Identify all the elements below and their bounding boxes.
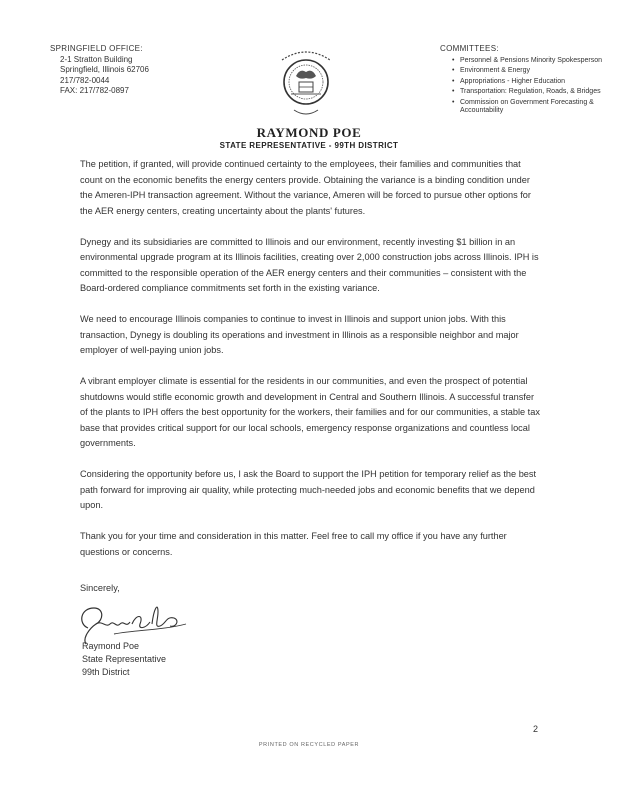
committees-list: [440, 57, 610, 116]
footer-note: PRINTED ON RECYCLED PAPER: [258, 742, 360, 748]
office-line: 217/782-0044: [60, 75, 110, 85]
page-number: 2: [533, 724, 539, 734]
body-paragraph: We need to encourage Illinois companies to continue to invest in Illinois and support union jobs. With this transaction, Dynegy is doubling its operations and investment in Illinois as a responsible neighbor and major employer of well-paying union jobs.: [80, 314, 519, 355]
signer-district: 99th District: [82, 667, 130, 677]
committee-item: • Personnel & Pensions Minority Spokesperson: [452, 57, 610, 66]
body-paragraph: Thank you for your time and consideration in this matter. Feel free to call my office if you have any further questions or concerns.: [80, 531, 507, 557]
body-paragraph: The petition, if granted, will provide continued certainty to the employees, their families and communities that count on the economic benefits the energy centers provide. Obtaining the variance is a binding condition under the Ameren-IPH transaction agreement. Without the variance, Ameren will be forced to pursue other options for the AER energy centers, creating uncertainty about the plants' futures.: [80, 159, 531, 216]
signer-name: Raymond Poe: [82, 641, 140, 651]
body-paragraph: Dynegy and its subsidiaries are committed to Illinois and our environment, recently investing $1 billion in an environmental upgrade program at its Illinois facilities, creating over 2,000 construction jobs across Illinois. IPH is committed to the responsible operation of the AER energy centers and their communities – consistent with the Board-ordered compliance commitments set forth in the existing variance.: [80, 236, 539, 293]
committee-item: • Environment & Energy: [452, 67, 610, 76]
office-title: SPRINGFIELD OFFICE:: [50, 44, 143, 53]
committees-block: [440, 44, 610, 118]
committees-title: COMMITTEES:: [440, 44, 499, 53]
letter-body: [80, 157, 540, 576]
signer-block: [82, 640, 166, 679]
body-paragraph: Considering the opportunity before us, I ask the Board to support the IPH petition for temporary relief as the best path forward for improving air quality, while protecting much-needed jobs and economic benefits that we depend upon.: [80, 469, 537, 510]
office-lines: [50, 55, 149, 97]
committee-item: • Commission on Government Forecasting & Accountability: [452, 99, 610, 116]
office-address-block: [50, 44, 149, 97]
signer-title: State Representative: [82, 654, 167, 664]
representative-name: RAYMOND POE: [256, 125, 362, 140]
committee-item: • Appropriations - Higher Education: [452, 78, 610, 87]
representative-title: STATE REPRESENTATIVE - 99TH DISTRICT: [219, 141, 399, 150]
committee-item: • Transportation: Regulation, Roads, & Bridges: [452, 88, 610, 97]
body-paragraph: A vibrant employer climate is essential for the residents in our communities, and even the prospect of potential shutdowns would stifle economic growth and development in Central and Southern Illinois. A successful transfer of the plants to IPH offers the best opportunity for the workers, their families and for our communities, a stable tax base that provides critical support for our local schools, emergency response organizations and countless local governments.: [80, 376, 540, 448]
office-line: FAX: 217/782-0897: [60, 86, 129, 95]
closing-salutation: Sincerely,: [80, 583, 120, 593]
office-line: Springfield, Illinois 62706: [60, 65, 149, 74]
state-seal-icon: [276, 46, 336, 120]
office-line: 2-1 Stratton Building: [60, 54, 133, 64]
